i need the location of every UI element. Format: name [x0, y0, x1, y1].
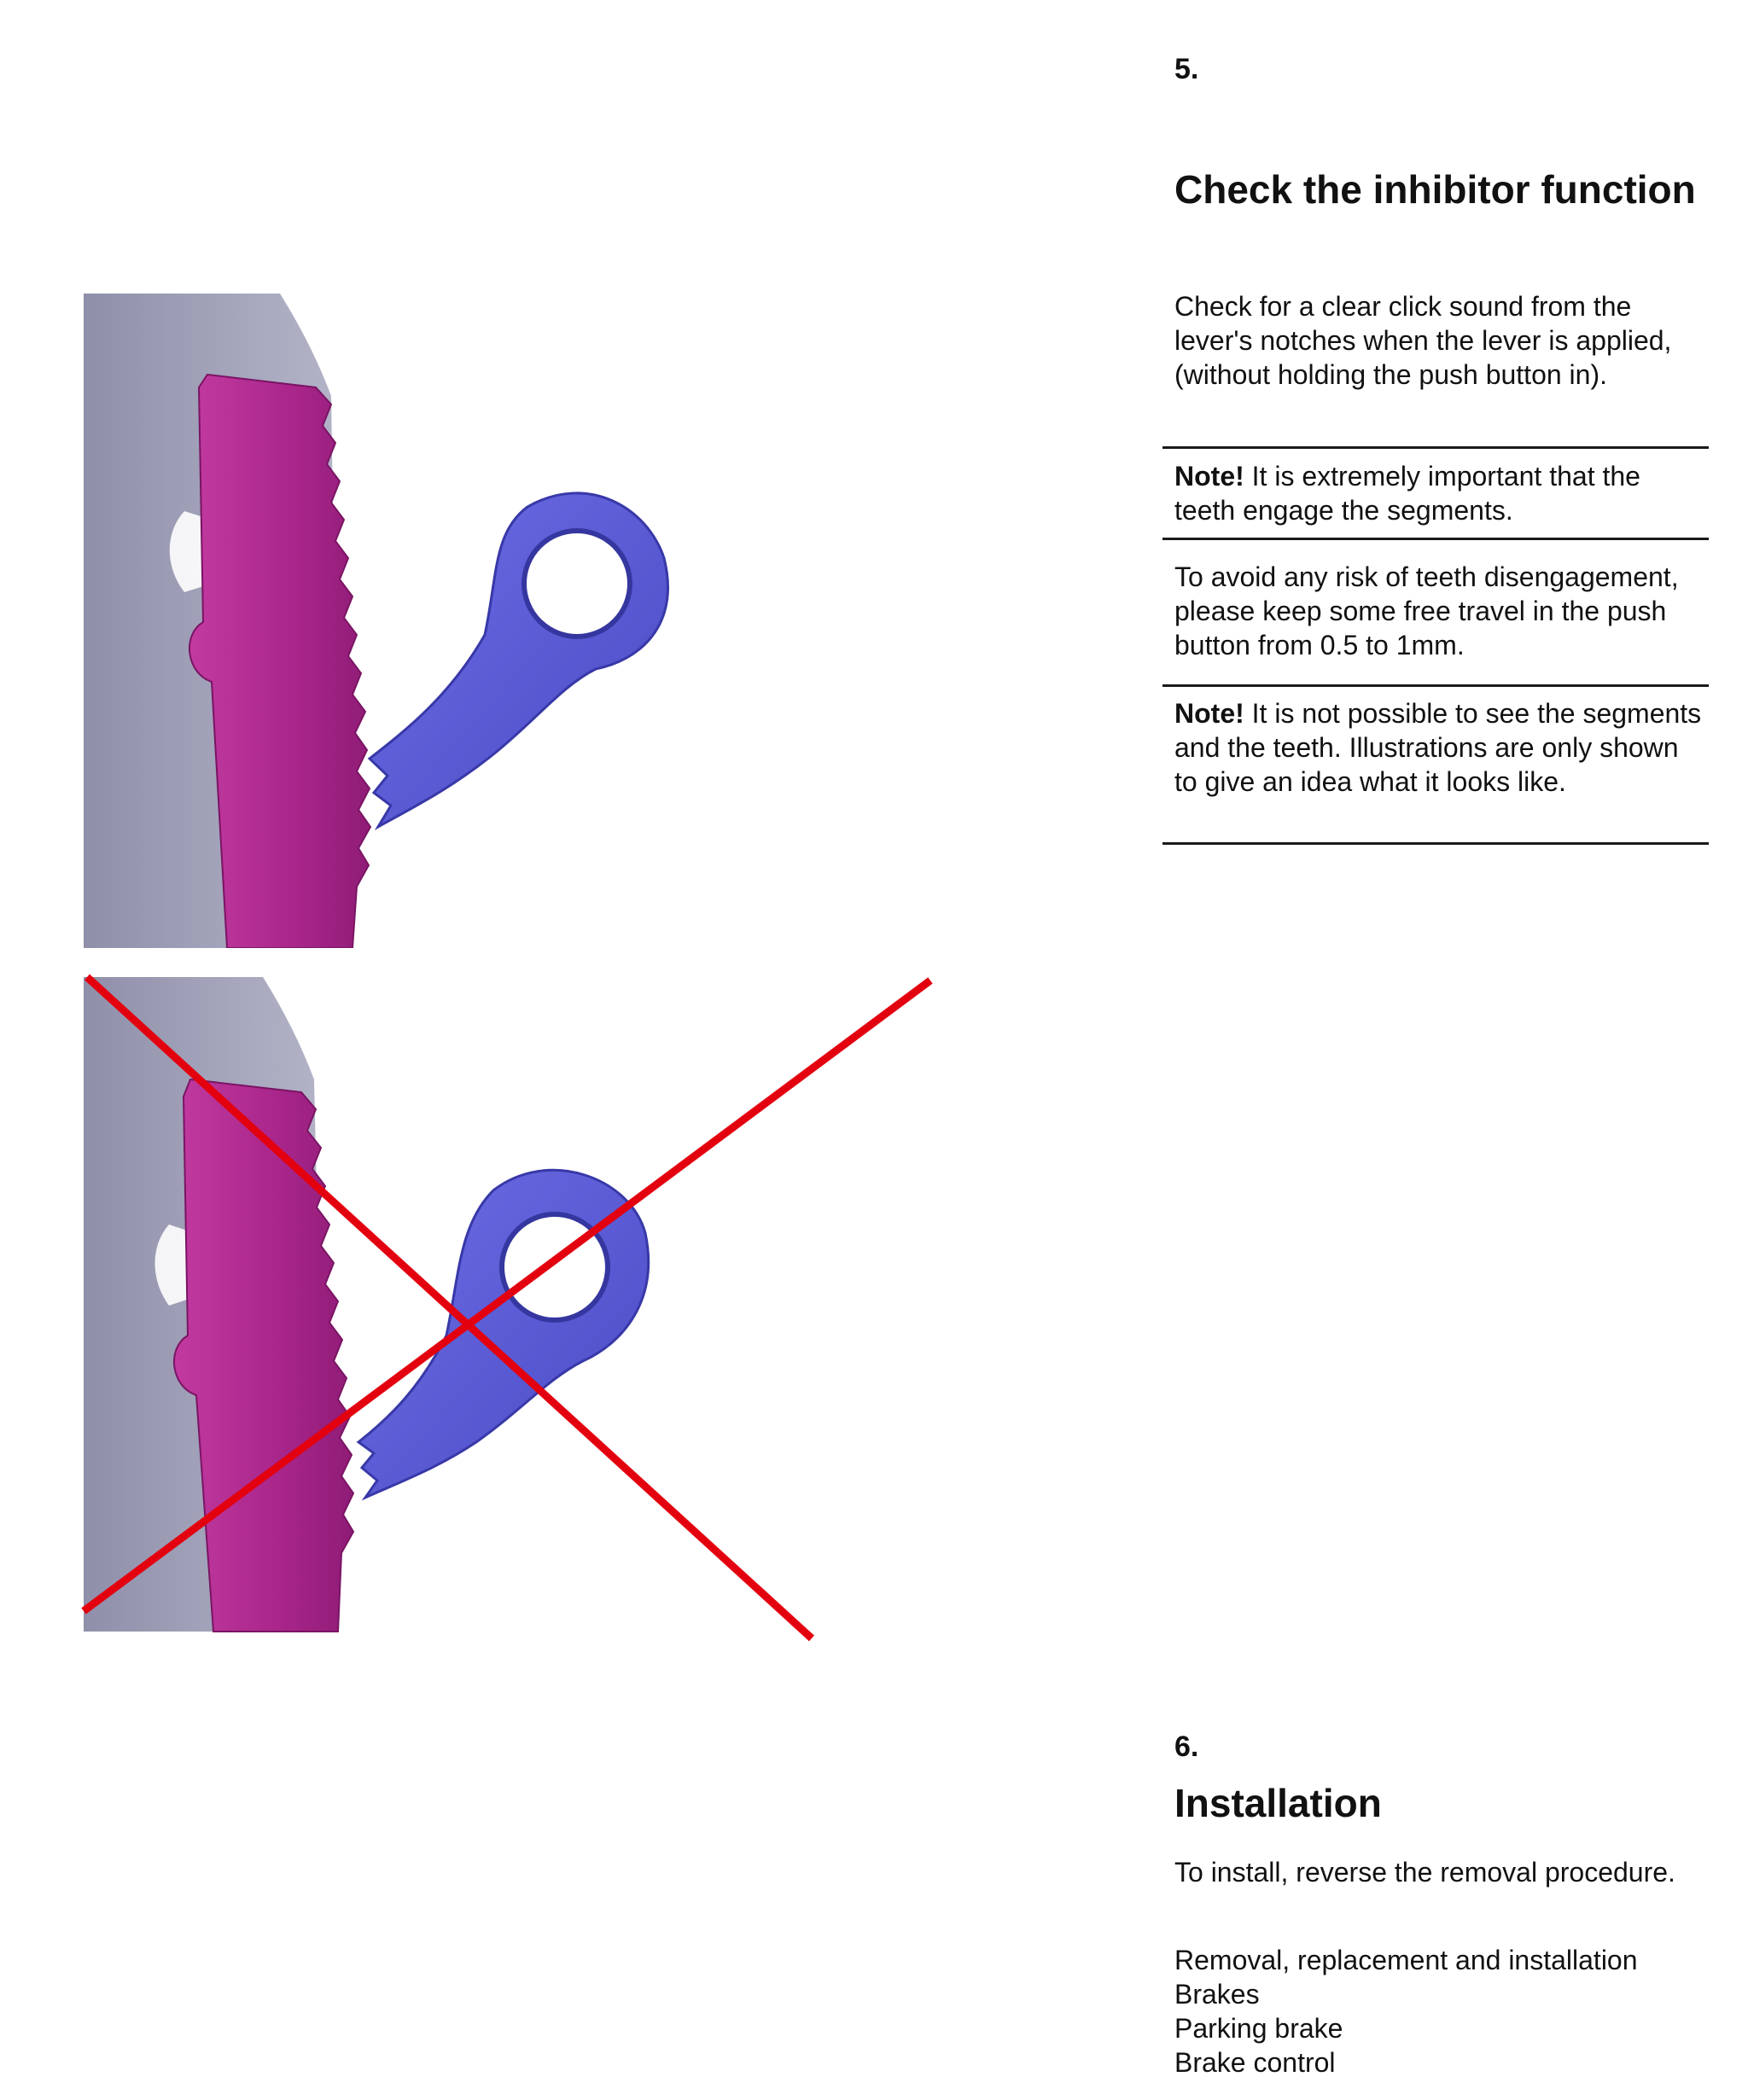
note-label: Note!	[1174, 461, 1244, 492]
section-title-installation: Installation	[1174, 1781, 1382, 1825]
step-number-6: 6.	[1174, 1731, 1199, 1763]
divider	[1162, 684, 1709, 687]
reference-path-item: Parking brake	[1174, 2013, 1343, 2044]
reference-path-item: Brakes	[1174, 1979, 1260, 2010]
section-title-check-inhibitor: Check the inhibitor function	[1174, 167, 1696, 212]
illustration-incorrect-engagement	[84, 977, 958, 1643]
reference-path-item: Brake control	[1174, 2047, 1336, 2078]
reference-path	[1174, 1943, 1704, 2080]
note-text: It is extremely important that the teeth engage the segments.	[1174, 461, 1640, 526]
note-teeth-engage	[1174, 459, 1704, 527]
divider	[1162, 538, 1709, 540]
reference-path-item: Removal, replacement and installation	[1174, 1945, 1638, 1975]
note-label: Note!	[1174, 698, 1244, 729]
note-text: It is not possible to see the segments and the teeth. Illustrations are only shown to give an idea what it looks like.	[1174, 698, 1702, 797]
installation-instruction: To install, reverse the removal procedure.	[1174, 1857, 1675, 1888]
illustration-correct-engagement	[84, 294, 958, 948]
divider	[1162, 446, 1709, 449]
step-number-5: 5.	[1174, 53, 1199, 85]
divider	[1162, 842, 1709, 845]
pawl-lever	[370, 493, 668, 827]
free-travel-advice: To avoid any risk of teeth disengagement, please keep some free travel in the push button from 0.5 to 1mm.	[1174, 561, 1679, 660]
pawl-hole	[524, 531, 630, 637]
note-illustration-disclaimer	[1174, 696, 1704, 799]
inhibitor-check-instruction: Check for a clear click sound from the lever's notches when the lever is applied, (without holding the push button in).	[1174, 291, 1672, 390]
